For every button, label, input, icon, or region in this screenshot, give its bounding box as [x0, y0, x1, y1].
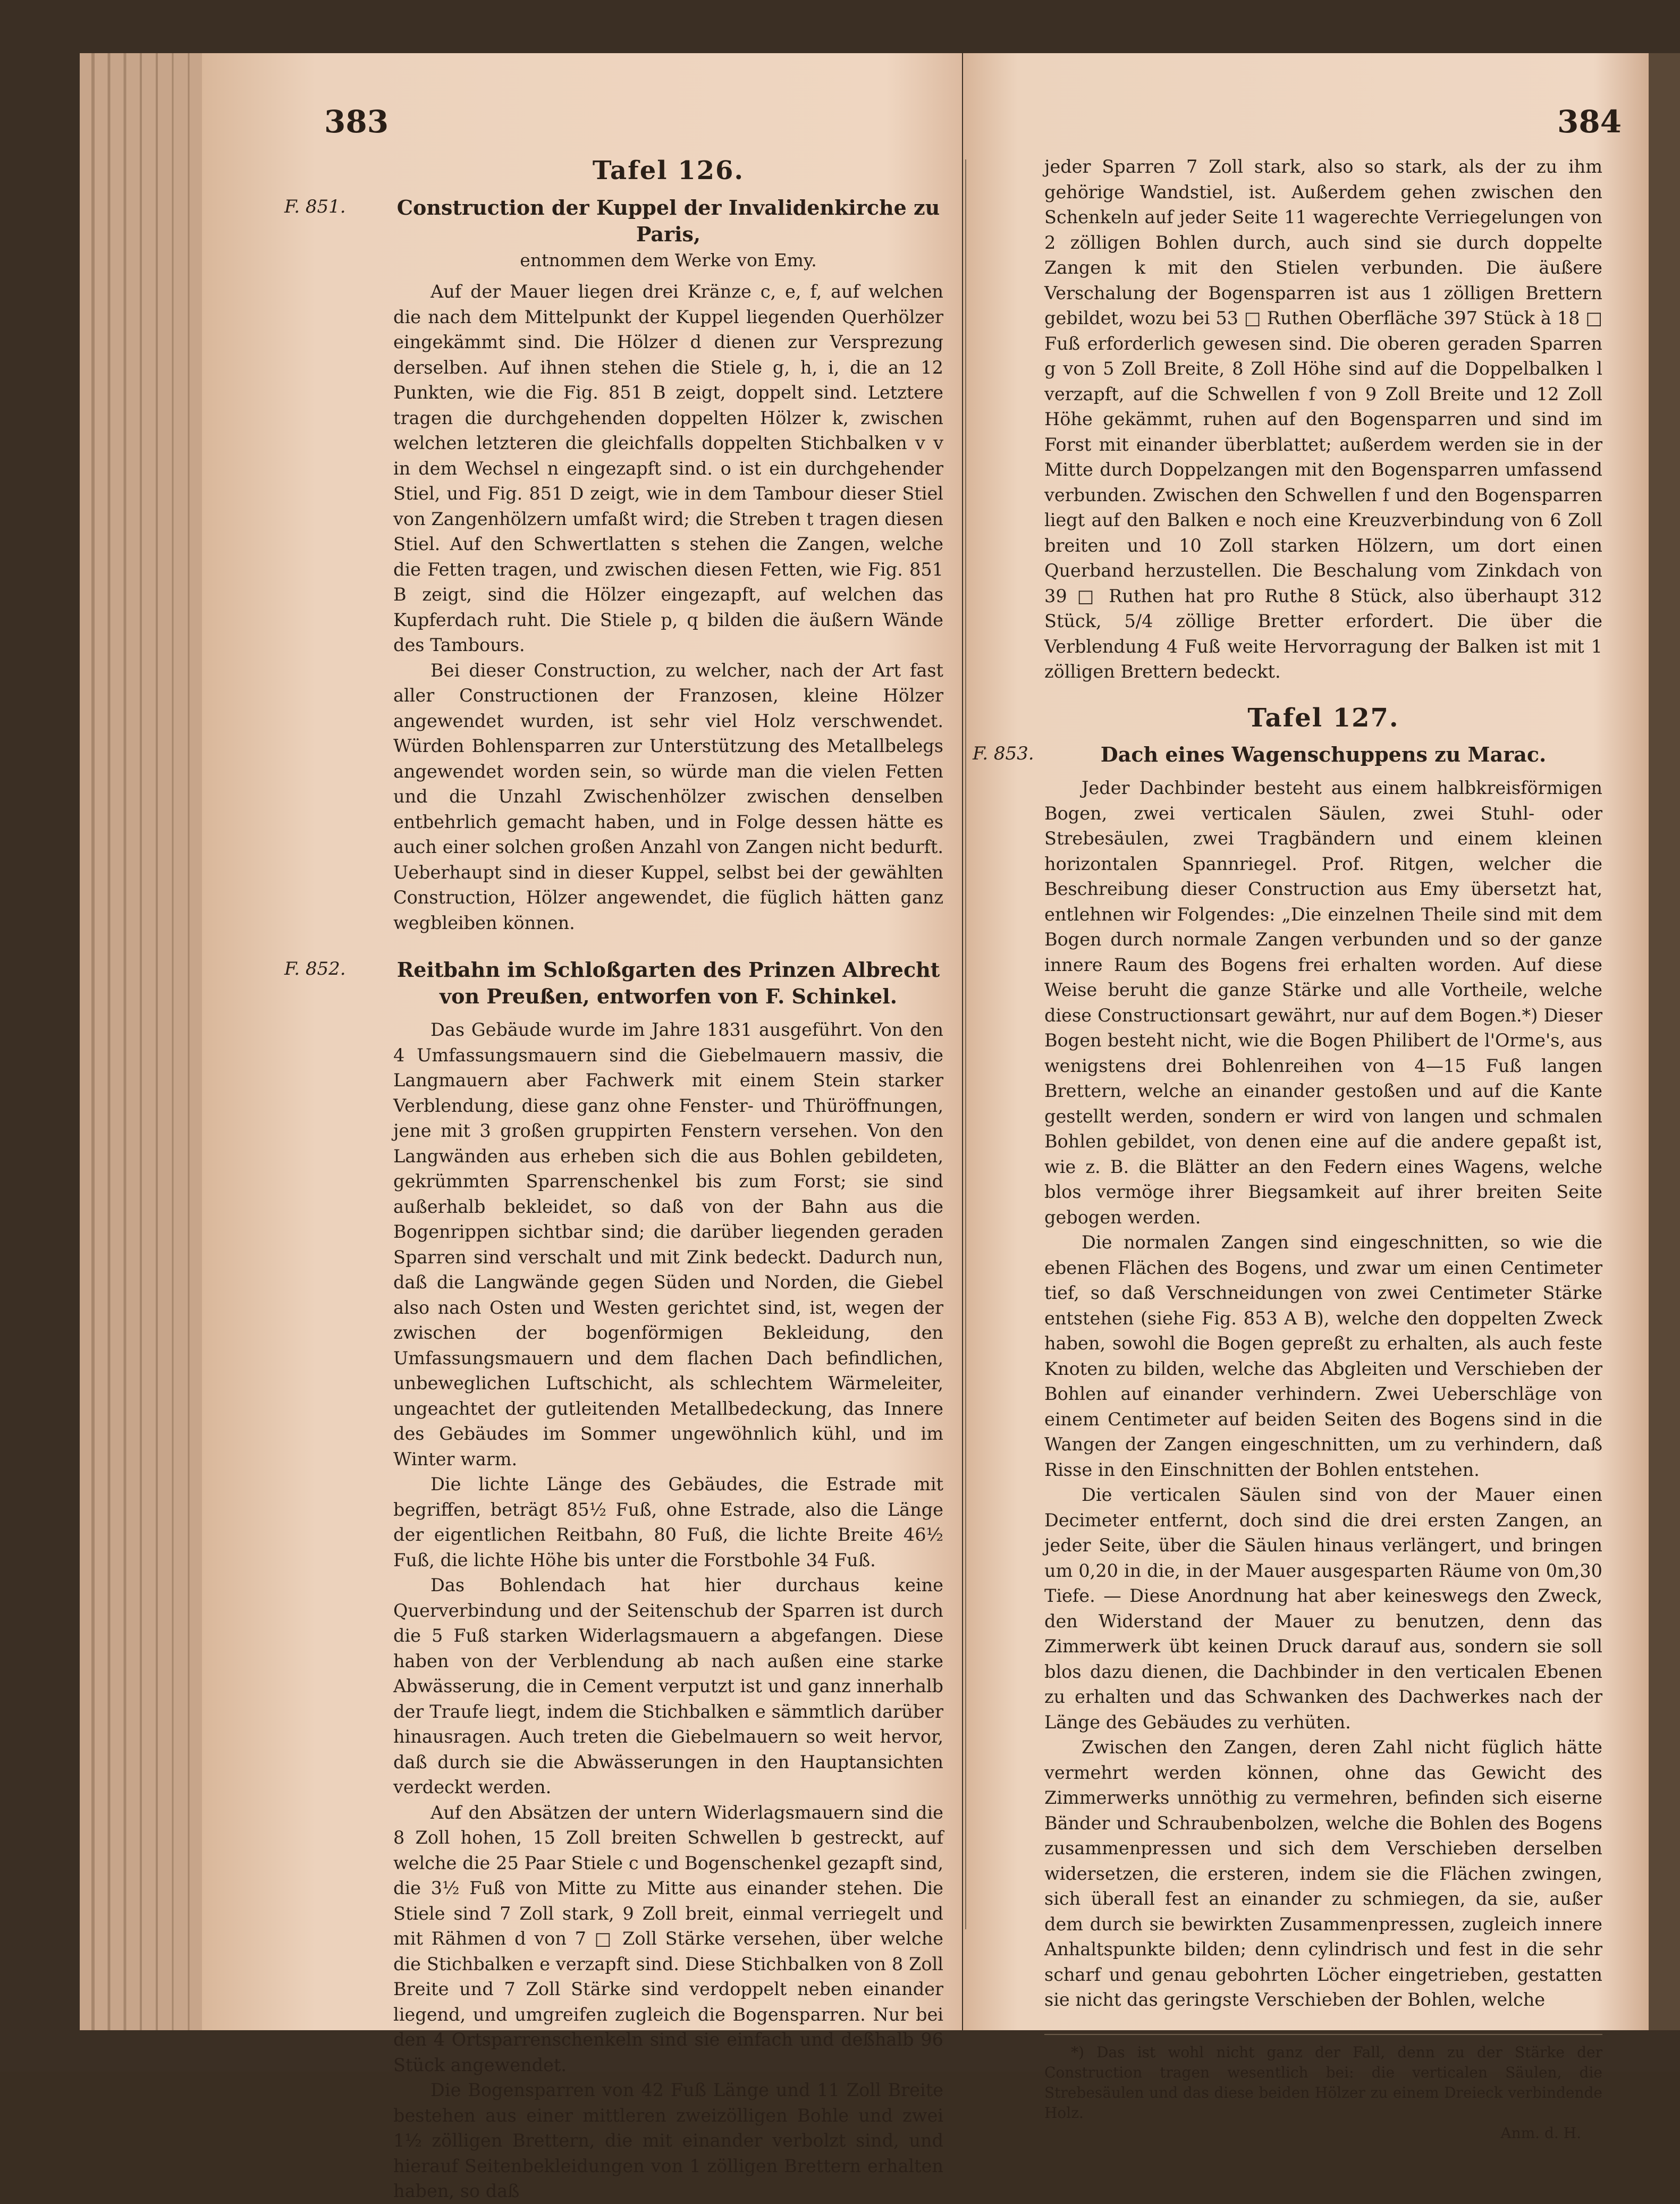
column-divider	[965, 159, 966, 1929]
paragraph: Zwischen den Zangen, deren Zahl nicht füglich hätte vermehrt werden können, ohne das Gewicht des Zimmerwerks unnöthig zu vermehren, befinden sich eiserne Bänder und Schraubenbolzen, welche die Bohlen des Bogens zusammenpressen und sich dem Verschieben derselben widersetzen, die ersteren, indem sie die Flächen zwingen, sich überall fest an einander zu schmiegen, da sie, außer dem durch sie bewirkten Zusammenpressen, zugleich innere Anhaltspunkte bilden; denn cylindrisch und fest in die sehr scharf und genau gebohrten Löcher eingetrieben, gestatten sie nicht das geringste Verschieben der Bohlen, welche	[1044, 1737, 1602, 2010]
figure-ref-852: F. 852.	[284, 958, 346, 979]
plate-heading-126: Tafel 126.	[592, 156, 745, 185]
footnote-signature: Anm. d. H.	[1500, 2124, 1581, 2142]
paragraph: Die Bogensparren von 42 Fuß Länge und 11 Zoll Breite bestehen aus einer mittleren zweizölligen Bohle und zwei 1½ zölligen Brettern, die mit einander verbolzt sind, und hierauf Seitenbekleidungen von 1 zölligen Brettern erhalten haben, so daß	[393, 2080, 943, 2201]
figure-852-title: Reitbahn im Schloßgarten des Prinzen Albrecht von Preußen, entworfen von F. Schinkel.	[396, 958, 940, 1008]
figure-851-subtitle: entnommen dem Werke von Emy.	[520, 249, 817, 271]
figure-853-title: Dach eines Wagenschuppens zu Marac.	[1100, 742, 1547, 766]
page-number-right: 384	[1557, 104, 1622, 140]
page-number-left: 383	[324, 104, 389, 140]
paragraph-continued: jeder Sparren 7 Zoll stark, also so stark, als der zu ihm gehörige Wandstiel, ist. Außerdem gehen zwischen den Schenkeln auf jeder Seite 11 wagerechte Verriegelungen von 2 zölligen Bohlen durch, auch sind sie durch doppelte Zangen k mit den Stielen verbunden. Die äußere Verschalung der Bogensparren ist aus 1 zölligen Brettern gebildet, wozu bei 53 □ Ruthen Oberfläche 397 Stück à 18 □ Fuß erforderlich gewesen sind. Die oberen geraden Sparren g von 5 Zoll Breite, 8 Zoll Höhe sind auf die Doppelbalken l verzapft, auf die Schwellen f von 9 Zoll Breite und 12 Zoll Höhe gekämmt, ruhen auf den Bogensparren und sind im Forst mit einander überblattet; außerdem werden sie in der Mitte durch Doppelzangen mit den Bogensparren umfassend verbunden. Zwischen den Schwellen f und den Bogensparren liegt auf den Balken e noch eine Kreuzverbindung von 6 Zoll breiten und 10 Zoll starken Hölzern, um dort einen Querband herzustellen. Die Beschalung vom Zinkdach von 39 □ Ruthen hat pro Ruthe 8 Stück, also überhaupt 312 Stück, 5/4 zöllige Bretter erfordert. Die über die Verblendung 4 Fuß weite Hervorragung der Balken ist mit 1 zölligen Brettern bedeckt.	[1044, 156, 1602, 682]
figure-ref-851: F. 851.	[284, 196, 346, 217]
paragraph: Das Bohlendach hat hier durchaus keine Querverbindung und der Seitenschub der Sparren ist durch die 5 Fuß starken Widerlagsmauern a abgefangen. Diese haben von der Verblendung ab nach außen eine starke Abwässerung, die in Cement verputzt ist und ganz innerhalb der Traufe liegt, indem die Stichbalken e sämmtlich darüber hinausragen. Auch treten die Giebelmauern so weit hervor, daß durch sie die Abwässerungen in den Hauptansichten verdeckt werden.	[393, 1575, 943, 1797]
figure-853-section	[973, 741, 1602, 2013]
paragraph: Das Gebäude wurde im Jahre 1831 ausgeführt. Von den 4 Umfassungsmauern sind die Giebelmauern massiv, die Langmauern aber Fachwerk mit einem Stein starker Verblendung, diese ganz ohne Fenster- und Thüröffnungen, jene mit 3 großen gruppirten Fenstern versehen. Von den Langwänden aus erheben sich die aus Bohlen gebildeten, gekrümmten Sparrenschenkel bis zum Forst; sie sind außerhalb bekleidet, so daß von der Bahn aus die Bogenrippen sichtbar sind; die darüber liegenden geraden Sparren sind verschalt und mit Zink bedeckt. Dadurch nun, daß die Langwände gegen Süden und Norden, die Giebel also nach Osten und Westen gerichtet sind, ist, wegen der zwischen der bogenförmigen Bekleidung, den Umfassungsmauern und dem flachen Dach befindlichen, unbeweglichen Luftschicht, als schlechtem Wärmeleiter, ungeachtet der gutleitenden Metallbedeckung, das Innere des Gebäudes im Sommer ungewöhnlich kühl, und im Winter warm.	[393, 1019, 943, 1470]
figure-ref-853: F. 853.	[973, 743, 1034, 764]
footnote-text: *) Das ist wohl nicht ganz der Fall, denn zu der Stärke der Construction tragen wesentlich bei: die verticalen Säulen, die Strebesäulen und das diese beiden Hölzer zu einem Dreieck verbindende Holz.	[1044, 2043, 1602, 2122]
figure-852-section	[284, 957, 943, 2204]
paragraph: Auf der Mauer liegen drei Kränze c, e, f, auf welchen die nach dem Mittelpunkt der Kuppel liegenden Querhölzer eingekämmt sind. Die Hölzer d dienen zur Versprezung derselben. Auf ihnen stehen die Stiele g, h, i, die an 12 Punkten, wie die Fig. 851 B zeigt, doppelt sind. Letztere tragen die durchgehenden doppelten Hölzer k, zwischen welchen letzteren die gleichfalls doppelten Stichbalken v v in dem Wechsel n eingezapft sind. o ist ein durchgehender Stiel, und Fig. 851 D zeigt, wie in dem Tambour dieser Stiel von Zangenhölzern umfaßt wird; die Streben t tragen diesen Stiel. Auf den Schwertlatten s stehen die Zangen, welche die Fetten tragen, und zwischen diesen Fetten, wie Fig. 851 B zeigt, sind die Hölzer eingezapft, auf welchen das Kupferdach ruht. Die Stiele p, q bilden die äußern Wände des Tambours.	[393, 281, 943, 655]
figure-851-title: Construction der Kuppel der Invalidenkirche zu Paris,	[396, 195, 940, 246]
figure-851-section	[284, 195, 943, 936]
left-column	[284, 154, 943, 2204]
paragraph: Bei dieser Construction, zu welcher, nach der Art fast aller Constructionen der Franzosen, kleine Hölzer angewendet wurden, ist sehr viel Holz verschwendet. Würden Bohlensparren zur Unterstützung des Metallbelegs angewendet worden sein, so würde man die vielen Fetten und die Unzahl Zwischenhölzer zwischen denselben entbehrlich gemacht haben, und in Folge dessen hätte es auch einer solchen großen Anzahl von Zangen nicht bedurft. Ueberhaupt sind in dieser Kuppel, selbst bei der gewählten Construction, Hölzer angewendet, die füglich hätten ganz wegbleiben können.	[393, 660, 943, 933]
paragraph: Die verticalen Säulen sind von der Mauer einen Decimeter entfernt, doch sind die drei ersten Zangen, an jeder Seite, über die Säulen hinaus verlängert, und bringen um 0,20 in die, in der Mauer ausgesparten Räume von 0m,30 Tiefe. — Diese Anordnung hat aber keineswegs den Zweck, den Widerstand der Mauer zu benutzen, denn das Zimmerwerk übt keinen Druck darauf aus, sondern sie soll blos dazu dienen, die Dachbinder in den verticalen Ebenen zu erhalten und das Schwanken des Dachwerkes nach der Länge des Gebäudes zu verhüten.	[1044, 1484, 1602, 1733]
right-column	[973, 154, 1602, 2143]
paragraph: Die normalen Zangen sind eingeschnitten, so wie die ebenen Flächen des Bogens, und zwar um einen Centimeter tief, so daß Verschneidungen von zwei Centimeter Stärke entstehen (siehe Fig. 853 A B), welche den doppelten Zweck haben, sowohl die Bogen gepreßt zu erhalten, als auch feste Knoten zu bilden, welche das Abgleiten und Verschieben der Bohlen auf einander verhindern. Zwei Ueberschläge von einem Centimeter auf beiden Seiten des Bogens sind in die Wangen der Zangen eingeschnitten, um zu verhindern, daß Risse in den Einschnitten der Bohlen entstehen.	[1044, 1232, 1602, 1480]
plate-heading-127: Tafel 127.	[1247, 703, 1399, 733]
paragraph: Jeder Dachbinder besteht aus einem halbkreisförmigen Bogen, zwei verticalen Säulen, zwei Stuhl- oder Strebesäulen, zwei Tragbändern und einem kleinen horizontalen Spannriegel. Prof. Ritgen, welcher die Beschreibung dieser Construction aus Emy übersetzt hat, entlehnen wir Folgendes: „Die einzelnen Theile sind mit dem Bogen durch normale Zangen verbunden und so der ganze innere Raum des Bogens frei erhalten worden. Auf diese Weise beruht die ganze Stärke und alle Vortheile, welche diese Constructionsart gewährt, nur auf dem Bogen.*) Dieser Bogen besteht nicht, wie die Bogen Philibert de l'Orme's, aus wenigstens drei Bohlenreihen von 4—15 Fuß langen Brettern, welche an einander gestoßen und auf die Kante gestellt werden, sondern er wird von langen und schmalen Bohlen gebildet, von denen eine auf die andere gepaßt ist, wie z. B. die Blätter an den Federn eines Wagens, welche blos vermöge ihrer Biegsamkeit auf ihrer breiten Seite gebogen werden.	[1044, 778, 1602, 1228]
paragraph: Auf den Absätzen der untern Widerlagsmauern sind die 8 Zoll hohen, 15 Zoll breiten Schwellen b gestreckt, auf welche die 25 Paar Stiele c und Bogenschenkel gezapft sind, die 3½ Fuß von Mitte zu Mitte aus einander stehen. Die Stiele sind 7 Zoll stark, 9 Zoll breit, einmal verriegelt und mit Rähmen d von 7 □ Zoll Stärke versehen, über welche die Stichbalken e verzapft sind. Diese Stichbalken von 8 Zoll Breite und 7 Zoll Stärke sind verdoppelt neben einander liegend, und umgreifen zugleich die Bogensparren. Nur bei den 4 Ortsparrenschenkeln sind sie einfach und deßhalb 96 Stück angewendet.	[393, 1802, 943, 2075]
footnote	[1044, 2034, 1602, 2143]
paragraph: Die lichte Länge des Gebäudes, die Estrade mit begriffen, beträgt 85½ Fuß, ohne Estrade, also die Länge der eigentlichen Reitbahn, 80 Fuß, die lichte Breite 46½ Fuß, die lichte Höhe bis unter die Forstbohle 34 Fuß.	[393, 1474, 943, 1570]
